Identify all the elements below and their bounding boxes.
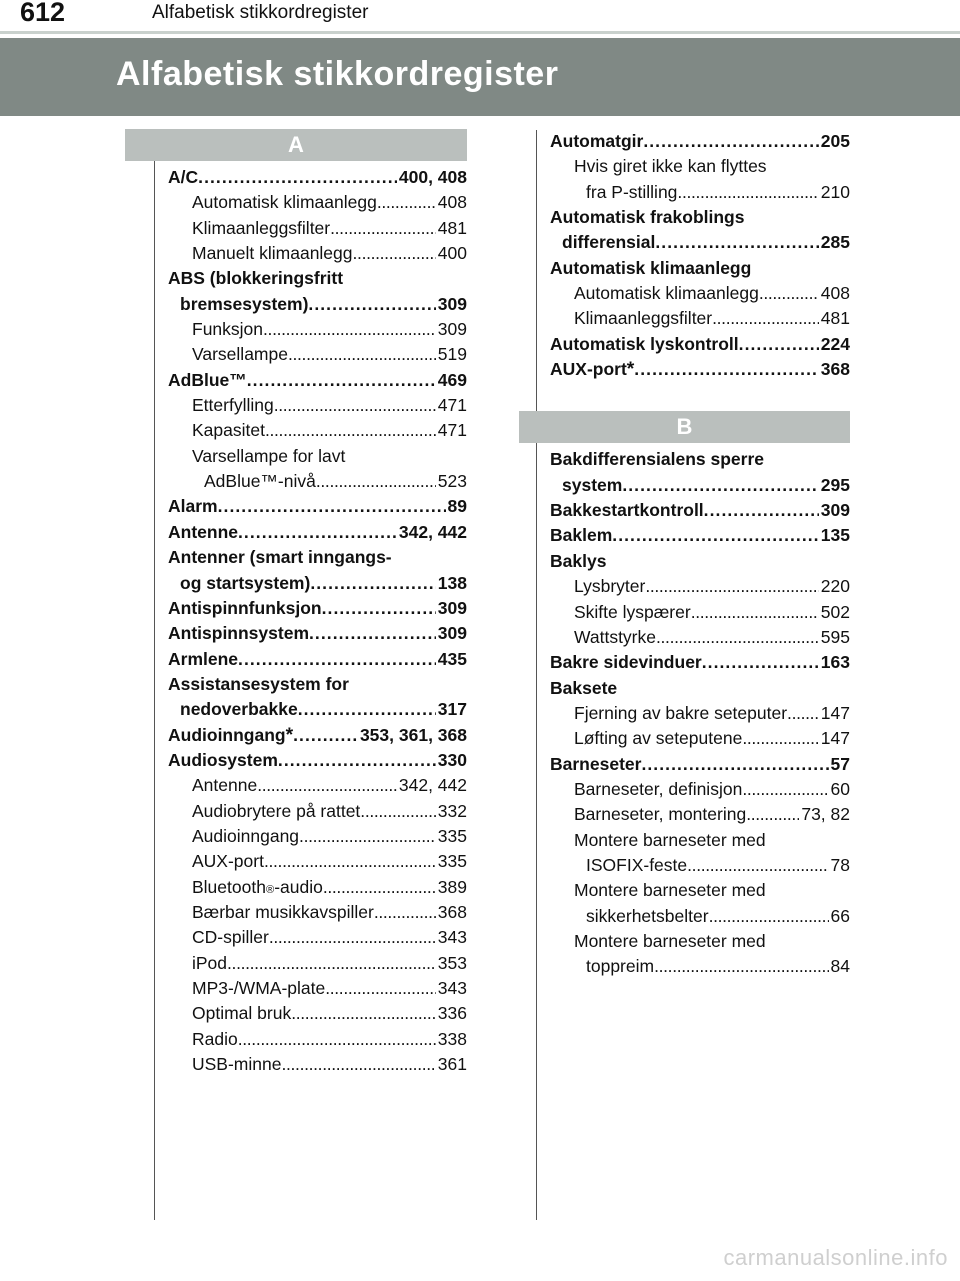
watermark: carmanualsonline.info [723, 1245, 948, 1270]
index-subentry: Klimaanleggsfilter . . . 481 [168, 216, 467, 241]
index-entry-continued: nedoverbakke . . . 317 [168, 697, 467, 722]
index-entry: Alarm . . . 89 [168, 494, 467, 519]
index-entry: Armlene . . . 435 [168, 647, 467, 672]
index-subentry-continued: toppreim . . . 84 [550, 954, 850, 979]
index-subentry: Hvis giret ikke kan flyttes [574, 156, 767, 177]
index-subentry: Manuelt klimaanlegg . . . 400 [168, 241, 467, 266]
index-subentry: Audiobrytere på rattet . . . 332 [168, 799, 467, 824]
index-subentry: Antenne . . . 342, 442 [168, 773, 467, 798]
index-entry-continued: og startsystem) . . . 138 [168, 571, 467, 596]
index-entry: Baklys [550, 550, 607, 571]
index-entry: A/C . . . 400, 408 [168, 165, 467, 190]
index-entry: Bakdifferensialens sperre [550, 449, 764, 470]
index-entry: Baksete [550, 677, 618, 698]
index-subentry: MP3-/WMA-plate . . . 343 [168, 976, 467, 1001]
index-subentry: iPod . . . 353 [168, 951, 467, 976]
index-entry-continued: bremsesystem) . . . 309 [168, 292, 467, 317]
index-subentry-continued: ISOFIX-feste . . . 78 [550, 853, 850, 878]
index-subentry: Automatisk klimaanlegg . . . 408 [168, 190, 467, 215]
index-entry: Bakre sidevinduer . . . 163 [550, 650, 850, 675]
index-subentry: Skifte lyspærer . . . 502 [550, 600, 850, 625]
index-entry: Antenner (smart inngangs- [168, 547, 392, 568]
index-subentry: Wattstyrke . . . 595 [550, 625, 850, 650]
index-entry: Audiosystem . . . 330 [168, 748, 467, 773]
index-subentry: Fjerning av bakre seteputer . . . 147 [550, 701, 850, 726]
index-subentry: Montere barneseter med [574, 880, 766, 901]
index-subentry: Radio . . . 338 [168, 1027, 467, 1052]
index-subentry: Løfting av seteputene . . . 147 [550, 726, 850, 751]
index-subentry: AUX-port . . . 335 [168, 849, 467, 874]
index-subentry: Bluetooth ® -audio . . . 389 [168, 875, 467, 900]
index-subentry: Funksjon . . . 309 [168, 317, 467, 342]
section-header-b: B [519, 411, 850, 443]
index-entry: AUX-port * . . . 368 [550, 357, 850, 382]
index-subentry-continued: AdBlue™-nivå . . . 523 [168, 469, 467, 494]
index-subentry: USB-minne . . . 361 [168, 1052, 467, 1077]
index-subentry: Audioinngang . . . 335 [168, 824, 467, 849]
index-entry: Automatisk lyskontroll . . . 224 [550, 332, 850, 357]
index-entry: Assistansesystem for [168, 673, 349, 694]
index-entry: Bakkestartkontroll . . . 309 [550, 498, 850, 523]
index-subentry: Kapasitet . . . 471 [168, 418, 467, 443]
index-column-1 [168, 129, 467, 1077]
index-entry: Antispinnfunksjon . . . 309 [168, 596, 467, 621]
index-entry: Automatgir . . . 205 [550, 129, 850, 154]
index-subentry: Montere barneseter med [574, 829, 766, 850]
index-subentry: Etterfylling . . . 471 [168, 393, 467, 418]
header-divider [0, 31, 960, 34]
index-entry: Automatisk frakoblings [550, 207, 745, 228]
index-subentry: Automatisk klimaanlegg . . . 408 [550, 281, 850, 306]
title-banner [0, 38, 960, 116]
index-subentry: Montere barneseter med [574, 930, 766, 951]
page-title: Alfabetisk stikkordregister [116, 55, 559, 93]
running-title: Alfabetisk stikkordregister [152, 2, 369, 23]
index-entry: Audioinngang * . . . 353, 361, 368 [168, 723, 467, 748]
index-entry: Barneseter . . . 57 [550, 752, 850, 777]
index-entry: Antenne . . . 342, 442 [168, 520, 467, 545]
index-entry: Antispinnsystem . . . 309 [168, 621, 467, 646]
index-subentry: Varsellampe for lavt [192, 445, 346, 466]
index-entry: Automatisk klimaanlegg [550, 257, 752, 278]
running-head [0, 0, 960, 30]
page-number: 612 [20, 0, 66, 27]
column-rule-middle [536, 130, 537, 1220]
index-subentry: Lysbryter . . . 220 [550, 574, 850, 599]
index-subentry: Barneseter, definisjon . . . 60 [550, 777, 850, 802]
index-subentry: CD-spiller . . . 343 [168, 925, 467, 950]
index-entry: Baklem . . . 135 [550, 523, 850, 548]
index-subentry-continued: fra P-stilling . . . 210 [550, 180, 850, 205]
index-subentry-continued: sikkerhetsbelter . . . 66 [550, 904, 850, 929]
index-subentry: Klimaanleggsfilter . . . 481 [550, 306, 850, 331]
column-rule-left [154, 130, 155, 1220]
index-entry: AdBlue™ . . . 469 [168, 368, 467, 393]
index-entry-continued: system . . . 295 [550, 473, 850, 498]
index-subentry: Barneseter, montering . . . 73, 82 [550, 802, 850, 827]
section-header-a: A [125, 129, 467, 161]
index-subentry: Varsellampe . . . 519 [168, 342, 467, 367]
index-column-2 [550, 129, 850, 980]
index-subentry: Optimal bruk . . . 336 [168, 1001, 467, 1026]
index-entry: ABS (blokkeringsfritt [168, 268, 344, 289]
index-subentry: Bærbar musikkavspiller . . . 368 [168, 900, 467, 925]
index-entry-continued: differensial . . . 285 [550, 230, 850, 255]
